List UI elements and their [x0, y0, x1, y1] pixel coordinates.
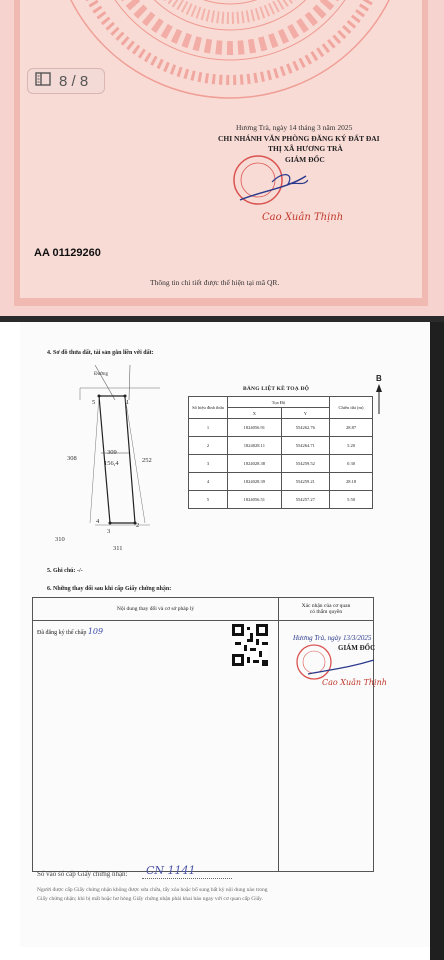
confirm-date: Hương Trà, ngày 13/3/2025 [293, 634, 372, 642]
signer-name: Cao Xuân Thịnh [262, 212, 344, 223]
cell-length: 5.20 [330, 437, 373, 455]
book-value: CN 1141 [146, 864, 196, 877]
cell-point: 4 [189, 473, 228, 491]
document-page-icon [35, 72, 51, 91]
table-row [189, 491, 373, 509]
changes-col-confirm-line1: Xác nhận của cơ quan [301, 603, 351, 609]
book-label: Số vào sổ cấp Giấy chứng nhận: [37, 870, 128, 878]
north-label: B [376, 374, 382, 383]
official-stamp-icon [228, 152, 308, 212]
section-6-heading: 6. Những thay đổi sau khi cấp Giấy chứng nhận: [47, 586, 172, 592]
cell-point: 3 [189, 455, 228, 473]
point-label-4: 4 [96, 518, 100, 525]
point-label-5: 5 [92, 399, 96, 406]
cell-length: 0.30 [330, 455, 373, 473]
col-point: Số hiệu đỉnh thửa [189, 397, 228, 419]
director-title: GIÁM ĐỐC [285, 155, 325, 164]
changes-col-confirm-line2: có thẩm quyền [309, 609, 343, 615]
neighbor-left: 308 [67, 455, 77, 462]
book-dotted-line [142, 878, 232, 879]
cell-y: 554257.27 [281, 491, 329, 509]
coord-table-title: BẢNG LIỆT KÊ TOẠ ĐỘ [243, 386, 310, 392]
footer-note-line2: Giấy chứng nhận; khi bị mất hoặc hư hỏng Giấy chứng nhận phải khai báo ngay với cơ quan cấp Giấy. [37, 896, 263, 902]
col-x: X [228, 408, 282, 419]
neighbor-bottom-left: 310 [55, 536, 65, 543]
table-row [189, 437, 373, 455]
parcel-number: 309 [107, 449, 117, 456]
confirm-signer: Cao Xuân Thịnh [322, 678, 387, 687]
cell-x: 1824028.38 [228, 455, 282, 473]
col-y: Y [281, 408, 329, 419]
qr-code[interactable] [232, 624, 268, 666]
point-label-3: 3 [107, 528, 111, 535]
cell-point: 2 [189, 437, 228, 455]
cell-length: 28.87 [330, 419, 373, 437]
cell-y: 554259.21 [281, 473, 329, 491]
confirm-title: GIÁM ĐỐC [338, 644, 376, 652]
cell-point: 5 [189, 491, 228, 509]
col-length: Chiều dài (m) [330, 397, 373, 419]
changes-col-content: Nội dung thay đổi và cơ sở pháp lý [33, 598, 279, 621]
issue-date: Hương Trà, ngày 14 tháng 3 năm 2025 [236, 123, 353, 132]
table-row [189, 473, 373, 491]
cell-x: 1824028.39 [228, 473, 282, 491]
office-name: CHI NHÁNH VĂN PHÒNG ĐĂNG KÝ ĐẤT ĐAI [218, 134, 380, 143]
north-arrow-icon [374, 384, 384, 416]
cell-y: 554264.71 [281, 437, 329, 455]
cell-length: 5.50 [330, 491, 373, 509]
cell-point: 1 [189, 419, 228, 437]
footer-note-line1: Người được cấp Giấy chứng nhận không được sửa chữa, tẩy xóa hoặc bổ sung bất kỳ nội dung nào trong [37, 887, 268, 893]
table-row [189, 455, 373, 473]
cell-x: 1824056.91 [228, 419, 282, 437]
table-row [189, 419, 373, 437]
serial-number: AA 01129260 [34, 247, 101, 259]
point-label-2: 2 [136, 522, 140, 529]
neighbor-right: 252 [142, 457, 152, 464]
road-label: Đường [94, 372, 108, 377]
background-shadow [430, 322, 444, 960]
neighbor-bottom: 311 [113, 545, 123, 552]
town-name: THỊ XÃ HƯƠNG TRÀ [268, 144, 343, 153]
section-5-note: 5. Ghi chú: -/- [47, 568, 83, 574]
point-label-1: 1 [126, 399, 130, 406]
parcel-area: 156,4 [104, 460, 119, 467]
cell-y: 554262.76 [281, 419, 329, 437]
cell-length: 28.18 [330, 473, 373, 491]
page-indicator-text: 8 / 8 [59, 72, 89, 90]
cell-y: 554259.52 [281, 455, 329, 473]
changes-col-confirm [279, 598, 374, 621]
cell-x: 1824028.11 [228, 437, 282, 455]
changes-entry-handwritten: 109 [87, 627, 104, 636]
page-indicator[interactable] [27, 68, 105, 94]
coord-table [188, 396, 373, 509]
certificate-front-page [0, 0, 444, 316]
section-4-heading: 4. Sơ đồ thửa đất, tài sản gắn liền với đất: [47, 350, 154, 356]
changes-entry-text: Đã đăng ký thế chấp [37, 630, 87, 636]
cell-x: 1824056.51 [228, 491, 282, 509]
background-strip [0, 322, 20, 960]
col-coords: Tọa Độ [228, 397, 330, 408]
qr-note: Thông tin chi tiết được thể hiện tại mã QR. [150, 278, 280, 287]
